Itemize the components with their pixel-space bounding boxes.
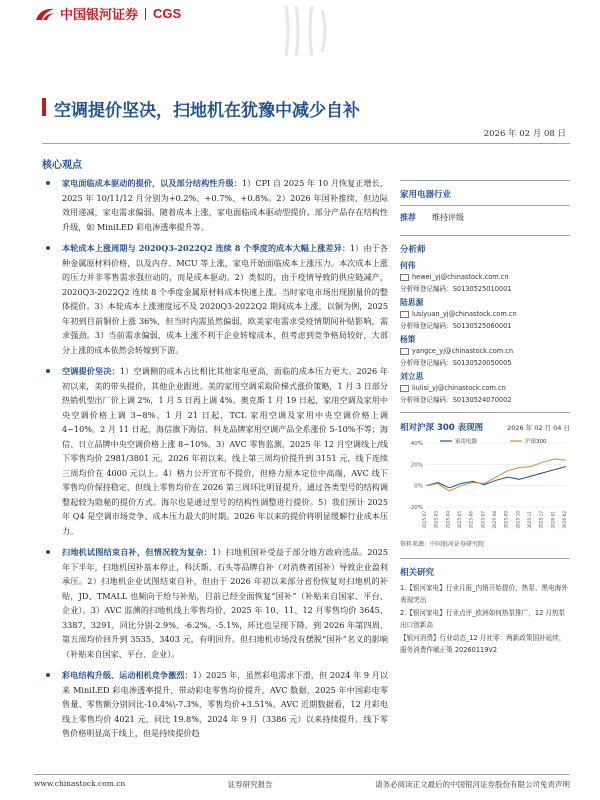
mail-icon: [400, 311, 409, 318]
bullet-icon: [46, 181, 50, 185]
y-tick-label: 20%: [410, 462, 423, 469]
rating-row: [400, 212, 570, 223]
paragraph-lead: 家电面临成本驱动的提价，以及部分结构性升级：: [62, 178, 242, 188]
x-tick-label: 2025-10: [515, 511, 521, 529]
sidebar: [400, 180, 570, 658]
related-item[interactable]: 2.【银河家电】行业点评_欧洲如何热泵推广，12 月热泵出口创新高: [400, 609, 566, 629]
title-divider: [42, 143, 570, 144]
mail-icon: [400, 385, 409, 392]
analyst-email[interactable]: lusiyuan_yj@chinastock.com.cn: [412, 310, 517, 318]
brand-logo: [34, 4, 181, 23]
industry-label: 家用电器行业: [400, 190, 452, 200]
sidebar-rule: [400, 558, 570, 559]
report-date: 2026 年 02 月 08 日: [483, 129, 566, 139]
analyst-cert: 分析师登记编码：S0130525060001: [400, 322, 512, 330]
rating-key: 推荐: [400, 213, 416, 222]
analyst-cert: 分析师登记编码：S0130520050005: [400, 359, 512, 367]
bullet-icon: [46, 246, 50, 250]
x-tick-label: 2025-07: [480, 511, 486, 529]
y-tick-label: -20%: [408, 505, 423, 511]
footer: [34, 779, 570, 790]
x-tick-label: 2025-06: [468, 511, 474, 529]
x-tick-label: 2025-08: [492, 511, 497, 529]
title-accent-bar: [42, 98, 46, 116]
analyst-entry: [400, 260, 570, 295]
x-tick-label: 2026-01: [550, 511, 556, 529]
chart-source: 资料来源：中国银河证券研究院: [400, 541, 485, 548]
core-view-paragraph: [42, 545, 388, 661]
x-tick-label: 2025-03: [433, 511, 439, 529]
analyst-email[interactable]: hewei_yj@chinastock.com.cn: [412, 273, 509, 281]
bullet-icon: [46, 673, 50, 677]
bullet-icon: [46, 550, 50, 554]
x-tick-label: 2025-09: [503, 511, 509, 529]
footer-type: 证券研究报告: [227, 780, 273, 789]
analyst-entry: [400, 297, 570, 332]
analyst-email-line: [400, 382, 570, 394]
x-tick-label: 2025-02: [422, 511, 427, 529]
paragraph-body: 1）由于各种金属原材料价格，以及内存、MCU 等上涨，家电开始面临成本上涨压力。本次成本上涨的压力并非零售需求强拉动的，而是成本驱动。2）类似的，由于疫情导致的供应链减产，2020Q3-2022Q2 连续 8 个季度金属原材料成本快速上涨。当时家电市场出现剧量价的整体提价。3）本轮成本上涨速度远不及 2020Q3-2022Q2 期间成本上涨，以铜为例，2025 年初到目前铜价上涨 36%，但当时内需虽然偏弱，欧美家电需求受疫情期间补贴影响，需求强劲。3）当前需求偏弱，成本上涨不利于企业转嫁成本，但考虑到竞争格局较好，大部分上涨的成本依然会转嫁到下游。: [62, 243, 388, 355]
paragraph-body: 1）CPI 自 2025 年 10 月恢复正增长，2025 年 10/11/12 月分别为+0.2%、+0.7%、+0.8%。2）2026 年国补推续，但边际效用递减，家电需求偏弱。随着成本上涨，家电面临成本驱动型提价。部分产品存在结构性升级，如 MiniLED 彩电渗透率提升等。: [62, 178, 388, 232]
perf-chart-svg: [400, 437, 570, 533]
footer-rule: [34, 774, 570, 775]
core-view-paragraph: [42, 241, 388, 357]
analyst-email-line: [400, 308, 570, 320]
perf-date: 2026 年 02 月 04 日: [507, 424, 570, 432]
analyst-name: 陆思源: [400, 298, 424, 307]
analyst-name: 杨策: [400, 335, 416, 344]
rating-value: 维持评级: [432, 213, 464, 222]
perf-chart: [400, 437, 570, 537]
related-list: [400, 583, 570, 656]
sidebar-rule: [400, 205, 570, 206]
analyst-name: 何伟: [400, 261, 416, 270]
brand-name-en: CGS: [153, 6, 182, 21]
sidebar-rule: [400, 412, 570, 413]
footer-notice: 请务必阅读正文最后的中国银河证券股份有限公司免责声明: [374, 780, 570, 789]
perf-header: [400, 421, 570, 433]
watermark-logo-icon: [282, 2, 332, 58]
analyst-email-line: [400, 271, 570, 283]
cgs-logo-icon: [34, 6, 56, 22]
paragraph-body: 1）扫地机国补受益于部分地方政府选品。2025 年下半年，扫地机国补基本停止，科沃斯、石头等品牌自补（对消费者国补）导致企业盈利承压。2）扫地机企业试图结束自补，但由于 2026 年初以来部分省份恢复对扫地机的补贴，JD、TMALL 也频向于给与补贴，目前已经全面恢复“国补”（补贴来自国家、平台、企业）。3）AVC 监测的扫地机线上零售均价，2025 年 10、11、12 月零售均价 3645、3387、3291，同比分别-2.9%、-6.2%、-5.1%，环比也呈现下降。到 2026 年第四周、第五周均价回升到 3535、3403 元，有明回升。但扫地机市场没有摆脱“国补”名义的影响（补贴来自国家、平台、企业）。: [62, 547, 388, 659]
analyst-list: [400, 260, 570, 406]
x-tick-label: 2025-05: [457, 511, 462, 529]
report-title: 空调提价坚决，扫地机在犹豫中减少自补: [54, 101, 360, 121]
bullet-icon: [46, 369, 50, 373]
paragraph-body: 1）2025 年，虽然彩电需求下滑，但 2024 年 9 月以来 MiniLED 彩电渗透率提升，带动彩电零售均价提升。AVC 数据，2025 年中国彩电零售量、零售额分别同比-10.4%\-7.3%，零售均价+3.51%。AVC 近期数据看，12 月彩电线上零售均价 4021 元，同比 19.8%，2024 年 9 月（3386 元）以来持续提升。线下零售价格明显高于线上，但是持续提价趋: [62, 670, 388, 738]
analysts-heading: 分析师: [400, 245, 426, 255]
legend-label: 沪深300: [525, 439, 547, 445]
footer-site[interactable]: www.chinastock.com.cn: [34, 779, 126, 788]
paragraph-lead: 彩电结构升级、运动相机竞争激烈：: [62, 670, 193, 680]
core-view-paragraph: [42, 668, 388, 741]
related-heading: 相关研究: [400, 568, 435, 578]
y-tick-label: 0%: [414, 483, 423, 490]
mail-icon: [400, 274, 409, 281]
brand-divider: [145, 8, 146, 20]
y-tick-label: 40%: [410, 441, 423, 447]
analyst-entry: [400, 334, 570, 369]
analyst-cert: 分析师登记编码：S0130525010001: [400, 285, 512, 293]
paragraph-body: 1）空调侧的成本占比相比其他家电更高，面临的成本压力更大。2026 年初以来，美的带头提价，其他企业跟进。美的家用空调采取阶梯式涨价策略，1 月 3 日部分热销机型出厂价上调 2%，1 月 5 日再上调 4%。奥克斯 1 月 19 日起，家用空调及家用中央空调价格上调 3~8%。1 月 21 日起，TCL 家用空调及家用中央空调价格上调 4~10%。2 月 11 日起，海信旗下海信、科龙品牌家用空调产品全系涨价 5-10%不等；海信、日立品牌中央空调价格上涨 8~10%。3）AVC 零售监测，2025 年 12 月空调线上/线下零售均价 2981/3801 元，2026 年初以来，线上第三周均价提升到 3151 元，线下连续三周均价在 4000 元以上。4）格力公开宣布不提价，但格力原本定位中高端，AVC 线下零售均价保持稳定，但线上零售均价在 2026 第三周环比明显提升，通过各类型号的结构调整起较为隐秘的提价方式。海尔也是通过型号的结构性调整进行提价。5）我们预计 2025 年 Q4 是空调市场竞争、成本压力最大的时期。2026 年以来的提价将明显缓解行业成本压力。: [62, 366, 388, 536]
related-item[interactable]: 【银河消费】行业动态_12 月社零：两新政策国补延续，服务消费作赋正策 20260119V2: [400, 634, 566, 654]
core-view-body: [42, 176, 388, 756]
sidebar-rule: [400, 180, 570, 181]
analyst-email-line: [400, 345, 570, 357]
paragraph-lead: 空调提价坚决：: [62, 366, 120, 376]
core-view-paragraph: [42, 176, 388, 234]
analyst-entry: [400, 371, 570, 406]
perf-title: 相对沪深 300 表现图: [400, 423, 484, 433]
paragraph-lead: 扫地机试图结束自补，但情况较为复杂：: [62, 547, 212, 557]
x-tick-label: 2026-02: [562, 511, 567, 529]
related-item[interactable]: 1.【银河家电】行业月报_内销开始提价，热泵、黑电海外表现突出: [400, 584, 568, 604]
brand-name-cn: 中国银河证券: [60, 8, 139, 23]
analyst-name: 刘立思: [400, 372, 424, 381]
core-view-heading: 核心观点: [42, 160, 82, 171]
analyst-cert: 分析师登记编码：S0130524070002: [400, 396, 512, 404]
x-tick-label: 2025-11: [527, 511, 532, 529]
core-view-paragraph: [42, 364, 388, 538]
analyst-email[interactable]: yangce_yj@chinastock.com.cn: [412, 347, 514, 355]
legend-label: 家用电器: [455, 439, 478, 445]
x-tick-label: 2025-12: [538, 511, 544, 529]
paragraph-lead: 本轮成本上涨周期与 2020Q3-2022Q2 连续 8 个季度的成本大幅上涨差异：: [62, 243, 351, 253]
mail-icon: [400, 348, 409, 355]
x-tick-label: 2025-04: [445, 511, 451, 529]
sidebar-rule: [400, 235, 570, 236]
analyst-email[interactable]: liulisi_yj@chinastock.com.cn: [412, 384, 506, 392]
